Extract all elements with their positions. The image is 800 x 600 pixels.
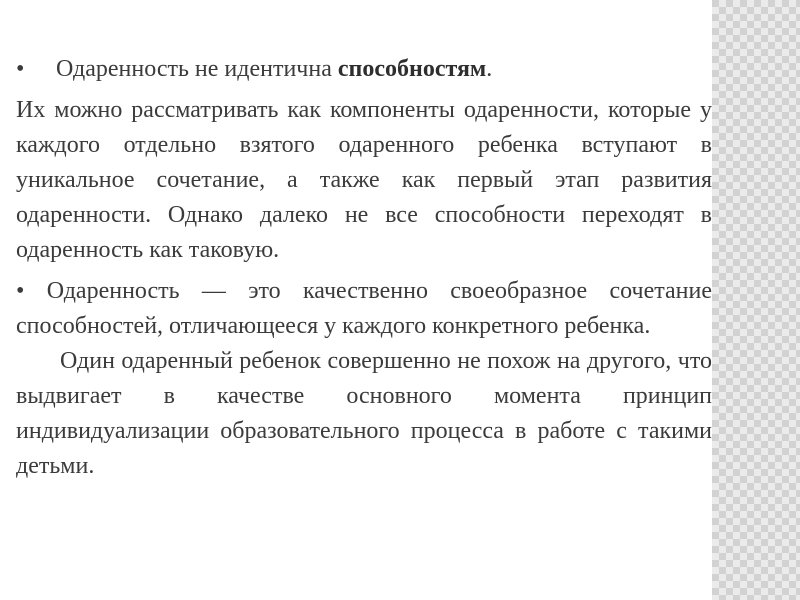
bullet-icon: • [16, 56, 25, 82]
bullet-1-text: Одаренность не идентична [56, 56, 338, 82]
decorative-side-pattern [712, 0, 800, 600]
paragraph-1: Их можно рассматривать как компоненты одаренности, которые у каждого отдельно взятого одаренного ребенка вступают в уникальное сочетание, а также как первый этап развития одаренности. Однако далеко не все способности переходят в одаренность как таковую. [16, 97, 712, 263]
slide-text [16, 52, 712, 484]
bullet-item-1 [16, 52, 712, 87]
paragraph-2: Один одаренный ребенок совершенно не похож на другого, что выдвигает в качестве основного момента принцип индивидуализации образовательного процесса в работе с такими детьми. [16, 348, 712, 479]
bullet-1-end: . [486, 56, 493, 82]
bullet-item-2: • Одаренность — это качественно своеобразное сочетание способностей, отличающееся у каждого конкретного ребенка. [16, 278, 712, 339]
bullet-1-bold-word: способностям [337, 56, 487, 82]
